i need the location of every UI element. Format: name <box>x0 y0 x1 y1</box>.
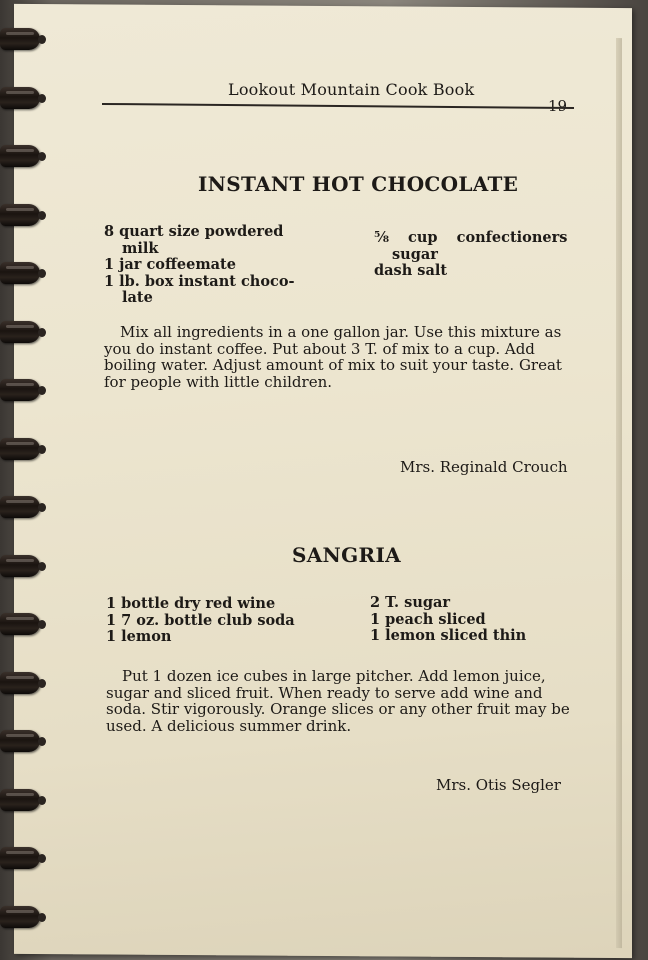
recipe-title-hot-chocolate: INSTANT HOT CHOCOLATE <box>198 172 519 196</box>
spiral-coil <box>0 204 46 226</box>
ingredient-line: 8 quart size powdered <box>104 223 284 240</box>
punch-hole <box>38 854 46 863</box>
ingredients-right-hot-chocolate <box>374 230 574 280</box>
instruction-line: boiling water. Adjust amount of mix to suit your taste. Great <box>104 356 562 374</box>
spiral-binding <box>0 0 48 960</box>
spiral-coil <box>0 730 46 752</box>
ingredients-right-sangria <box>370 595 570 645</box>
coil-shine <box>6 500 34 503</box>
punch-hole <box>38 796 46 805</box>
punch-hole <box>38 913 46 922</box>
instruction-line: Mix all ingredients in a one gallon jar. Use this mixture as <box>120 323 562 341</box>
instructions-hot-chocolate <box>104 324 564 390</box>
punch-hole <box>38 737 46 746</box>
punch-hole <box>38 152 46 161</box>
contributor-hot-chocolate: Mrs. Reginald Crouch <box>400 458 568 476</box>
ingredient-line: dash salt <box>374 262 448 279</box>
coil-shine <box>6 149 34 152</box>
ingredient-line: 1 bottle dry red wine <box>106 595 276 612</box>
instruction-line: you do instant coffee. Put about 3 T. of mix to a cup. Add <box>104 339 535 358</box>
ingredients-left-hot-chocolate <box>104 224 334 307</box>
coil-loop <box>0 438 40 460</box>
coil-loop <box>0 672 40 694</box>
spiral-coil <box>0 613 46 635</box>
punch-hole <box>38 445 46 454</box>
spiral-coil <box>0 321 46 343</box>
coil-shine <box>6 617 34 620</box>
punch-hole <box>38 328 46 337</box>
spiral-coil <box>0 789 46 811</box>
ingredient-line: 1 lemon <box>106 628 172 645</box>
coil-shine <box>6 266 34 269</box>
spiral-coil <box>0 847 46 869</box>
ingredient-continuation: sugar <box>392 245 438 263</box>
spiral-coil <box>0 379 46 401</box>
coil-loop <box>0 789 40 811</box>
instruction-line: for people with little children. <box>104 372 332 391</box>
punch-hole <box>38 269 46 278</box>
coil-shine <box>6 325 34 328</box>
punch-hole <box>38 679 46 688</box>
spiral-coil <box>0 87 46 109</box>
punch-hole <box>38 386 46 395</box>
ingredient-line: 1 lemon sliced thin <box>370 627 527 644</box>
instructions-sangria <box>106 667 570 735</box>
instruction-line: soda. Stir vigorously. Orange slices or any other fruit may be <box>106 700 570 718</box>
instruction-line: Put 1 dozen ice cubes in large pitcher. Add lemon juice, <box>122 667 546 685</box>
coil-shine <box>6 851 34 854</box>
ingredients-left-sangria <box>106 596 336 646</box>
ingredient-line: 1 lb. box instant choco- <box>104 272 295 290</box>
coil-shine <box>6 383 34 386</box>
spiral-coil <box>0 496 46 518</box>
coil-shine <box>6 734 34 737</box>
coil-loop <box>0 321 40 343</box>
spiral-coil <box>0 28 46 50</box>
coil-loop <box>0 87 40 109</box>
coil-shine <box>6 91 34 94</box>
coil-shine <box>6 910 34 913</box>
coil-shine <box>6 208 34 211</box>
coil-shine <box>6 442 34 445</box>
spiral-coil <box>0 906 46 928</box>
ingredient-continuation: milk <box>122 239 159 257</box>
spiral-coil <box>0 438 46 460</box>
cookbook-page <box>14 4 632 958</box>
recipe-title-sangria: SANGRIA <box>292 543 401 567</box>
spiral-coil <box>0 262 46 284</box>
spiral-coil <box>0 145 46 167</box>
instruction-line: used. A delicious summer drink. <box>106 716 352 735</box>
spiral-coil <box>0 672 46 694</box>
coil-loop <box>0 906 40 928</box>
book-title: Lookout Mountain Cook Book <box>228 80 475 99</box>
ingredient-line: 1 peach sliced <box>370 610 486 628</box>
coil-shine <box>6 676 34 679</box>
coil-shine <box>6 559 34 562</box>
page-edge <box>616 38 622 948</box>
contributor-sangria: Mrs. Otis Segler <box>436 776 561 794</box>
ingredient-line: 1 7 oz. bottle club soda <box>106 611 295 629</box>
coil-shine <box>6 793 34 796</box>
ingredient-line: 2 T. sugar <box>370 594 451 611</box>
coil-loop <box>0 204 40 226</box>
ingredient-continuation: late <box>122 289 153 306</box>
coil-loop <box>0 555 40 577</box>
spiral-coil <box>0 555 46 577</box>
punch-hole <box>38 35 46 44</box>
punch-hole <box>38 94 46 103</box>
punch-hole <box>38 211 46 220</box>
instruction-line: sugar and sliced fruit. When ready to serve add wine and <box>106 683 543 702</box>
punch-hole <box>38 503 46 512</box>
coil-shine <box>6 32 34 35</box>
punch-hole <box>38 620 46 629</box>
ingredient-line: ⅝ cup confectioners <box>374 229 568 246</box>
ingredient-line: 1 jar coffeemate <box>104 256 236 273</box>
punch-hole <box>38 562 46 571</box>
